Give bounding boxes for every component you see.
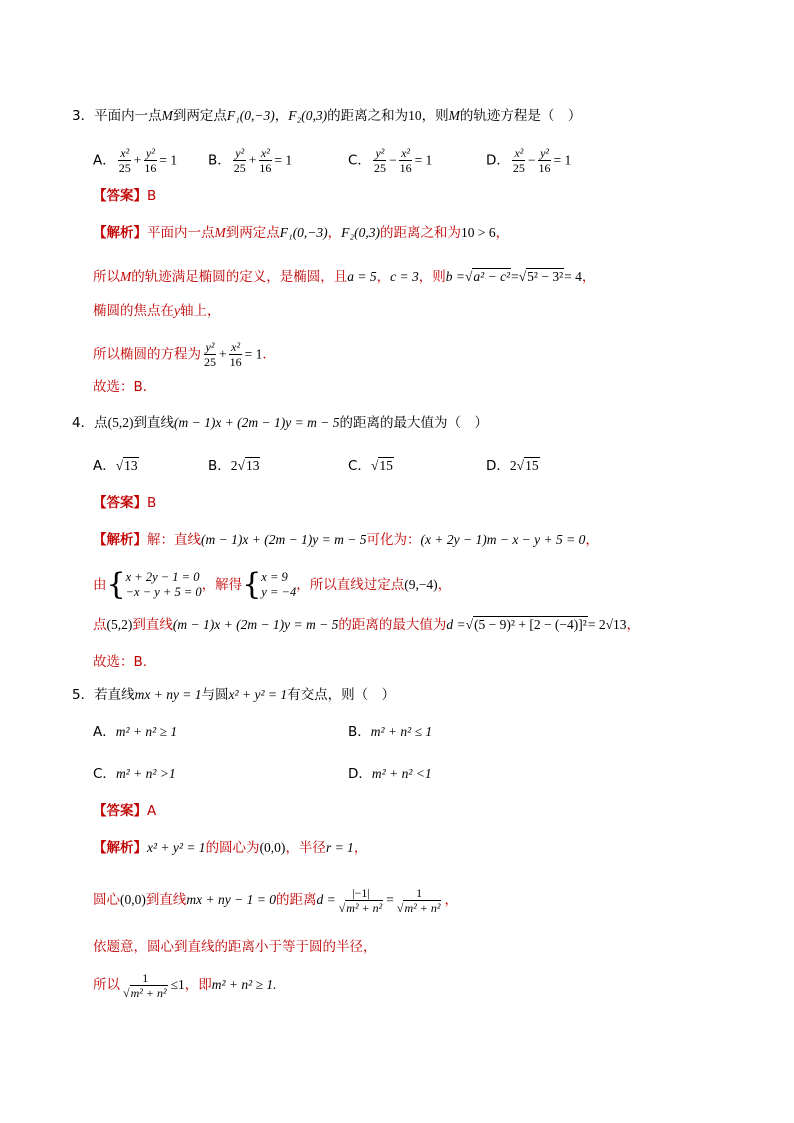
q5-option-c[interactable]: C．m² + n² >1 [93,766,176,782]
fraction: $\frac{\text{y²}}{25}$ [233,146,246,175]
q5-analysis-line4: 所以 $\frac{1}{\text{√m² + n²}}$ ≤1，即m² + n² ≥ 1. [93,970,277,1000]
q4-analysis-line2: 由 { x + 2y − 1 = 0 −x − y + 5 = 0 ，解得 { x = 9 y = −4 ，所以直线过定点(9,−4)， [93,567,452,602]
fraction: $\frac{\text{y²}}{16}$ [538,146,551,175]
q3-option-c[interactable]: C． $\frac{\text{y²}}{25}$ − $\frac{\text{x²}}{16}$ = 1 [348,146,433,175]
q5-option-b[interactable]: B．m² + n² ≤ 1 [348,724,433,740]
q5-analysis-line1: 【解析】x² + y² = 1的圆心为(0,0)，半径r = 1， [93,840,368,856]
q4-option-d[interactable]: D．2√15 [486,458,539,474]
q4-analysis-line4: 故选：B. [93,654,148,670]
q4-answer: 【答案】B [93,495,157,511]
q5-answer: 【答案】A [93,803,157,819]
fraction: $\frac{\text{y²}}{25}$ [373,146,386,175]
q3-option-b[interactable]: B． $\frac{\text{y²}}{25}$ + $\frac{\text{x²}}{16}$ = 1 [208,146,293,175]
fraction: $\frac{1}{\text{√m² + n²}}$ [123,970,167,1000]
q3-analysis-line4: 所以椭圆的方程为 $\frac{\text{y²}}{25}$ + $\frac{\text{x²}}{16}$ = 1． [93,340,276,369]
fraction: $\frac{\text{x²}}{16}$ [259,146,272,175]
q4-option-b[interactable]: B．2√13 [208,458,260,474]
analysis-tag: 【解析】 [93,840,147,856]
answer-tag: 【答案】 [93,803,147,819]
fraction: $\frac{1}{\text{√m² + n²}}$ [396,885,441,915]
q5-analysis-line3: 依题意，圆心到直线的距离小于等于圆的半径， [93,939,377,955]
q5-option-d[interactable]: D．m² + n² <1 [348,766,432,782]
fraction: $\frac{|-1|}{\text{√m² + n²}}$ [338,885,383,915]
q3-analysis-line1: 【解析】平面内一点M到两定点F₁(0,−3)，F₂(0,3)的距离之和为10 > 6， [93,225,510,241]
fraction: $\frac{\text{x²}}{25}$ [512,146,525,175]
fraction: $\frac{\text{x²}}{16}$ [399,146,412,175]
q3-stem: 3．平面内一点M到两定点F₁(0,−3)，F₂(0,3)的距离之和为10，则M的轨迹方程是（ ） [72,108,582,124]
q3-number: 3． [72,108,95,124]
q5-analysis-line2: 圆心(0,0)到直线mx + ny − 1 = 0的距离d = $\frac{|-1|}{\text{√m² + n²}}$ = $\frac{1}{\text{√m² + n²}}$ ， [93,885,458,915]
fraction: $\frac{\text{y²}}{16}$ [144,146,157,175]
analysis-tag: 【解析】 [93,225,147,241]
q5-option-a[interactable]: A．m² + n² ≥ 1 [93,724,178,740]
q3-option-a[interactable]: A． $\frac{\text{x²}}{25}$ + $\frac{\text{y²}}{16}$ = 1 [93,146,178,175]
q4-number: 4． [72,415,95,431]
answer-tag: 【答案】 [93,495,147,511]
q4-option-c[interactable]: C．√15 [348,458,393,474]
q4-stem: 4．点(5,2)到直线(m − 1)x + (2m − 1)y = m − 5的距离的最大值为（ ） [72,415,488,431]
fraction: $\frac{\text{y²}}{25}$ [204,340,216,369]
answer-tag: 【答案】 [93,188,147,204]
analysis-tag: 【解析】 [93,532,147,548]
q5-number: 5． [72,687,95,703]
q3-answer: 【答案】B [93,188,157,204]
equation-system: { x + 2y − 1 = 0 −x − y + 5 = 0 [106,567,202,602]
equation-system: { x = 9 y = −4 [242,567,297,602]
fraction: $\frac{\text{x²}}{25}$ [118,146,131,175]
q4-analysis-line3: 点(5,2)到直线(m − 1)x + (2m − 1)y = m − 5的距离的最大值为d =√(5 − 9)² + [2 − (−4)]²= 2√13， [93,617,640,633]
q3-option-d[interactable]: D． $\frac{\text{x²}}{25}$ − $\frac{\text{y²}}{16}$ = 1 [486,146,572,175]
q4-option-a[interactable]: A．√13 [93,458,138,474]
q4-analysis-line1: 【解析】解：直线(m − 1)x + (2m − 1)y = m − 5可化为：(x + 2y − 1)m − x − y + 5 = 0， [93,532,599,548]
q3-analysis-line3: 椭圆的焦点在y轴上， [93,303,221,319]
q5-stem: 5．若直线mx + ny = 1与圆x² + y² = 1有交点，则（ ） [72,687,396,703]
q3-analysis-line2: 所以M的轨迹满足椭圆的定义，是椭圆，且a = 5，c = 3，则b =√a² − c²=√5² − 3²= 4， [93,269,596,285]
fraction: $\frac{\text{x²}}{16}$ [229,340,242,369]
q3-analysis-line5: 故选：B． [93,379,157,395]
